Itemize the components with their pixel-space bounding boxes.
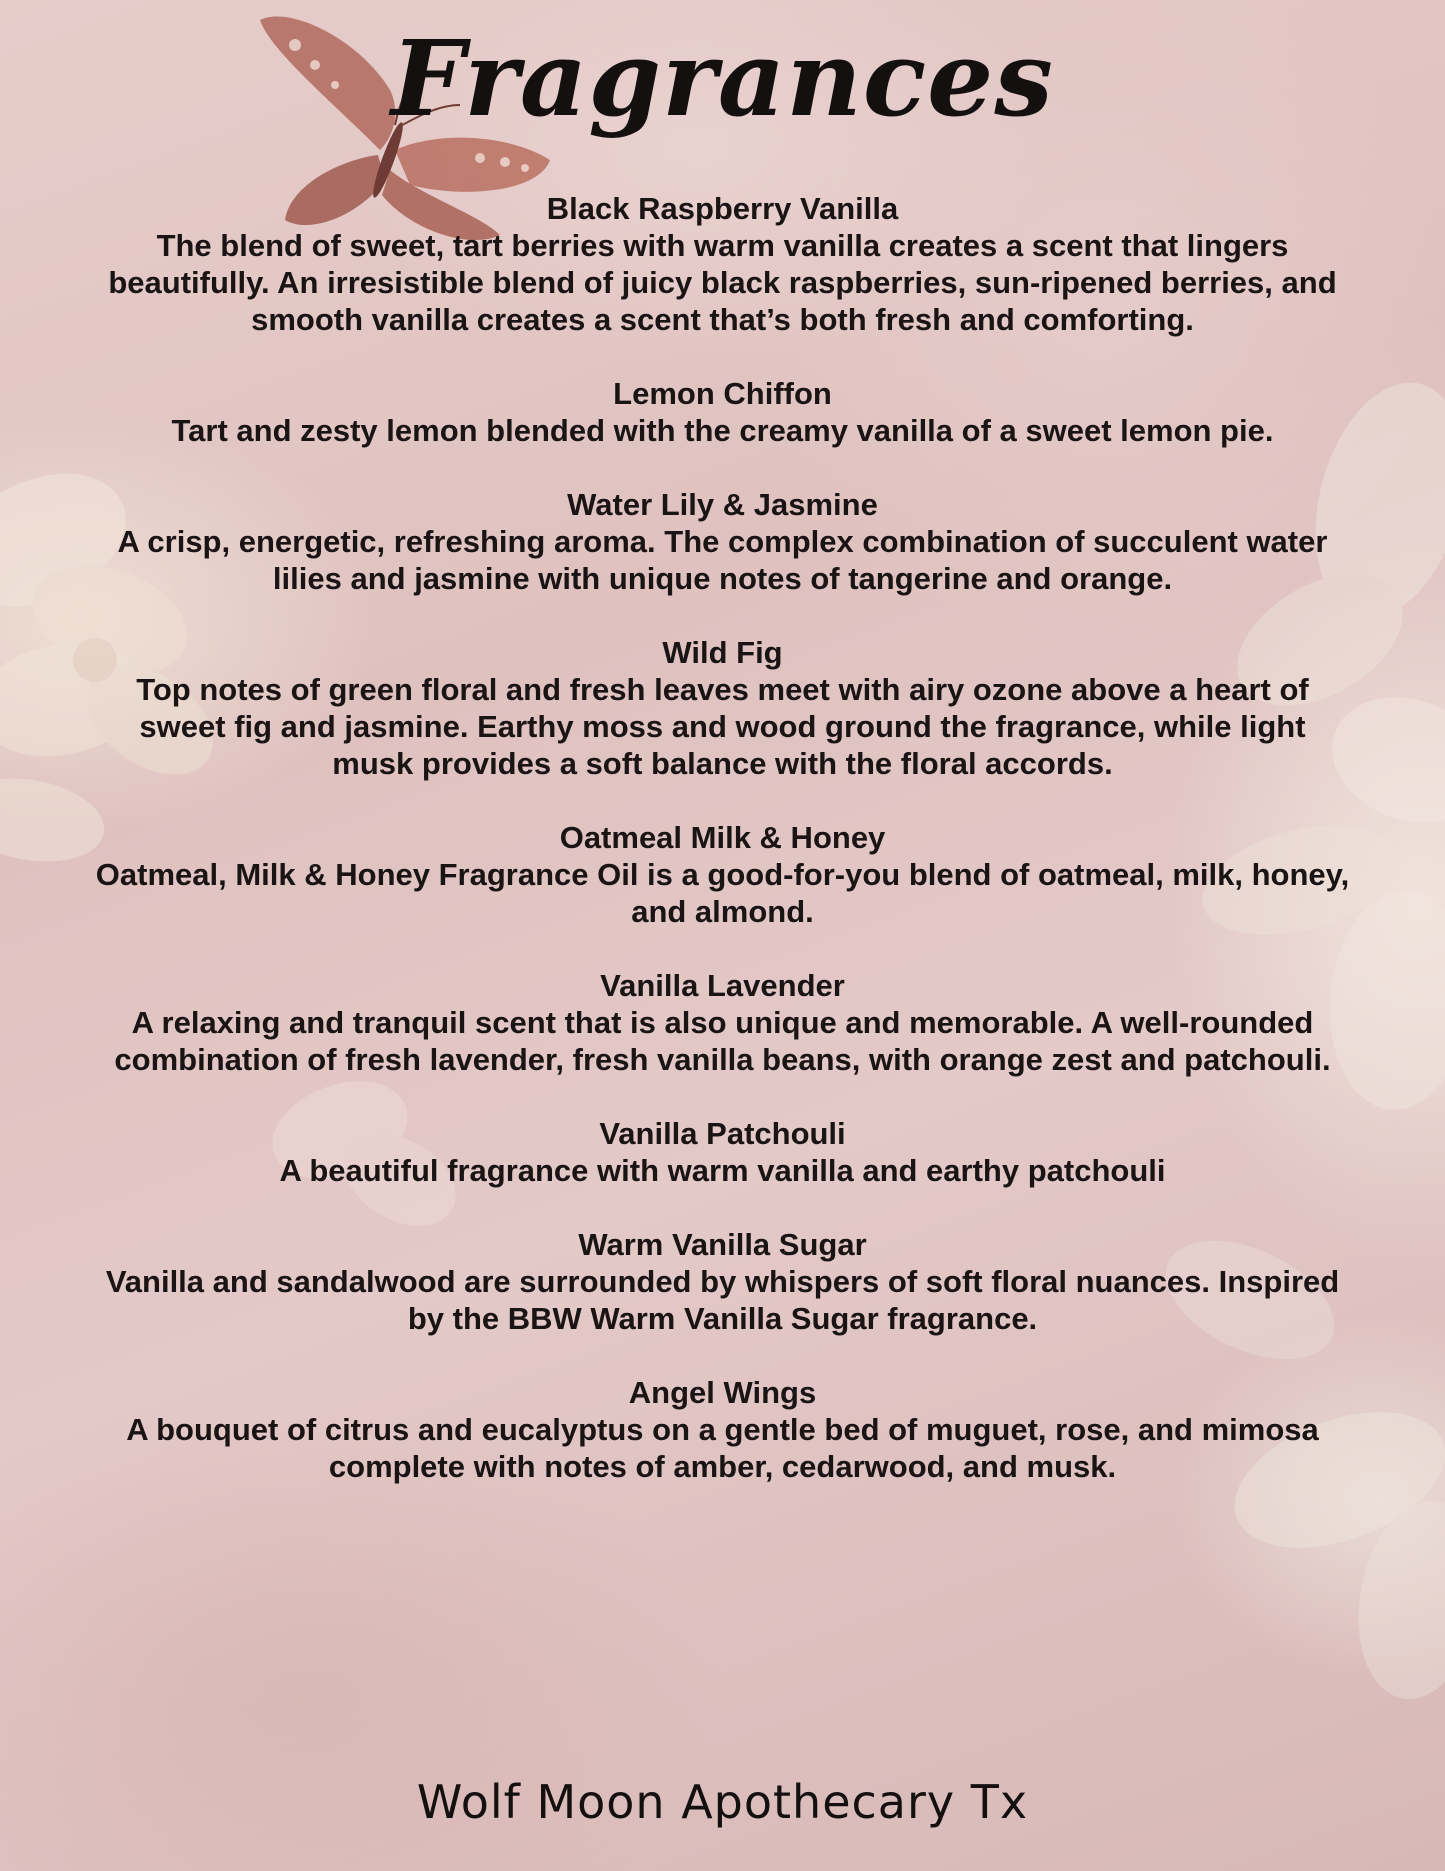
fragrance-entry: [95, 190, 1350, 338]
fragrance-name: Black Raspberry Vanilla: [546, 191, 899, 226]
fragrance-list: [95, 190, 1350, 1522]
brand-footer: Wolf Moon Apothecary Tx: [416, 1775, 1029, 1829]
fragrance-entry: [95, 1115, 1350, 1189]
fragrance-entry: [95, 634, 1350, 782]
page-title: Fragrances: [391, 17, 1054, 140]
fragrance-description: The blend of sweet, tart berries with warm vanilla creates a scent that lingers beautifully. An irresistible blend of juicy black raspberries, sun-ripened berries, and smooth vanilla creates a scent that’s both fresh and comforting.: [108, 228, 1337, 337]
fragrance-name: Angel Wings: [628, 1375, 817, 1410]
fragrance-entry: [95, 486, 1350, 597]
fragrance-description: A relaxing and tranquil scent that is also unique and memorable. A well-rounded combination of fresh lavender, fresh vanilla beans, with orange zest and patchouli.: [114, 1005, 1331, 1077]
fragrance-name: Warm Vanilla Sugar: [578, 1227, 867, 1262]
fragrance-description: A crisp, energetic, refreshing aroma. The complex combination of succulent water lilies and jasmine with unique notes of tangerine and orange.: [117, 524, 1328, 596]
fragrance-entry: [95, 819, 1350, 930]
fragrance-description: Vanilla and sandalwood are surrounded by whispers of soft floral nuances. Inspired by the BBW Warm Vanilla Sugar fragrance.: [105, 1264, 1340, 1336]
fragrance-description: Tart and zesty lemon blended with the creamy vanilla of a sweet lemon pie.: [171, 413, 1274, 448]
fragrance-name: Wild Fig: [662, 635, 783, 670]
fragrance-entry: [95, 375, 1350, 449]
fragrance-entry: [95, 1374, 1350, 1485]
fragrance-name: Water Lily & Jasmine: [567, 487, 878, 522]
fragrance-description: Top notes of green floral and fresh leaves meet with airy ozone above a heart of sweet fig and jasmine. Earthy moss and wood ground the fragrance, while light musk provides a soft balance with the floral accords.: [136, 672, 1309, 781]
fragrance-description: Oatmeal, Milk & Honey Fragrance Oil is a good-for-you blend of oatmeal, milk, honey, and almond.: [95, 857, 1350, 929]
fragrance-name: Lemon Chiffon: [613, 376, 832, 411]
fragrance-name: Vanilla Patchouli: [599, 1116, 846, 1151]
fragrance-description: A beautiful fragrance with warm vanilla and earthy patchouli: [279, 1153, 1166, 1188]
fragrance-name: Oatmeal Milk & Honey: [559, 820, 886, 855]
fragrance-description: A bouquet of citrus and eucalyptus on a gentle bed of muguet, rose, and mimosa complete with notes of amber, cedarwood, and musk.: [126, 1412, 1319, 1484]
fragrance-entry: [95, 967, 1350, 1078]
fragrance-name: Vanilla Lavender: [600, 968, 845, 1003]
fragrance-entry: [95, 1226, 1350, 1337]
